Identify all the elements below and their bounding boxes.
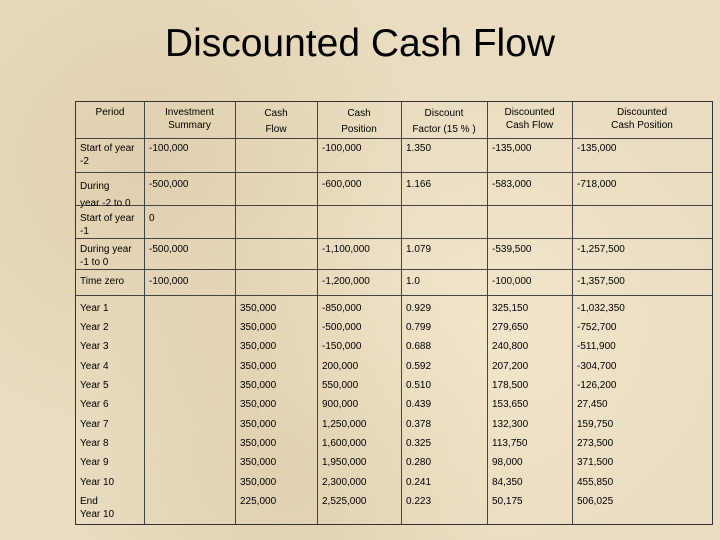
period-cell: Year 9 bbox=[80, 457, 109, 468]
period-cell bbox=[80, 495, 114, 521]
row-divider bbox=[76, 205, 712, 206]
header-line: Position bbox=[341, 124, 377, 135]
discounted-cash-flow-cell: 279,650 bbox=[492, 322, 529, 333]
discount-factor-cell: 0.378 bbox=[406, 419, 432, 430]
header-cash-flow bbox=[235, 106, 317, 138]
cash-position-cell: -600,000 bbox=[322, 179, 362, 190]
cash-position-cell: -500,000 bbox=[322, 322, 362, 333]
cash-flow-cell: 350,000 bbox=[240, 477, 277, 488]
investment-cell: 0 bbox=[149, 213, 155, 224]
cash-position-cell: 200,000 bbox=[322, 361, 359, 372]
investment-cell: -500,000 bbox=[149, 244, 189, 255]
header-line: Discounted bbox=[616, 107, 668, 118]
period-line: -1 bbox=[80, 226, 89, 237]
period-cell: Year 2 bbox=[80, 322, 109, 333]
period-cell: Year 4 bbox=[80, 361, 109, 372]
column-divider bbox=[144, 102, 145, 524]
cash-flow-cell: 350,000 bbox=[240, 341, 277, 352]
discounted-cash-flow-cell: 50,175 bbox=[492, 496, 523, 507]
discounted-cash-flow-cell: -135,000 bbox=[492, 143, 532, 154]
discount-factor-cell: 1.079 bbox=[406, 244, 432, 255]
cash-position-cell: 2,525,000 bbox=[322, 496, 367, 507]
cash-position-cell: 1,950,000 bbox=[322, 457, 367, 468]
discounted-cash-position-cell: -752,700 bbox=[577, 322, 617, 333]
period-line: Start of year bbox=[80, 213, 135, 224]
period-cell: Year 5 bbox=[80, 380, 109, 391]
cash-position-cell: 550,000 bbox=[322, 380, 359, 391]
period-line: -2 bbox=[80, 156, 89, 167]
period-cell: Year 1 bbox=[80, 303, 109, 314]
column-divider bbox=[487, 102, 488, 524]
discounted-cash-position-cell: 506,025 bbox=[577, 496, 614, 507]
discounted-cash-position-cell: -1,357,500 bbox=[577, 276, 625, 287]
discount-factor-cell: 1.166 bbox=[406, 179, 432, 190]
discount-factor-cell: 0.241 bbox=[406, 477, 432, 488]
discounted-cash-flow-cell: 325,150 bbox=[492, 303, 529, 314]
period-cell bbox=[80, 243, 132, 269]
cash-flow-cell: 350,000 bbox=[240, 361, 277, 372]
period-line: Start of year bbox=[80, 143, 135, 154]
discount-factor-cell: 0.223 bbox=[406, 496, 432, 507]
period-cell: Year 6 bbox=[80, 399, 109, 410]
discount-factor-cell: 0.439 bbox=[406, 399, 432, 410]
discounted-cash-flow-cell: 98,000 bbox=[492, 457, 523, 468]
cash-position-cell: 1,250,000 bbox=[322, 419, 367, 430]
header-line: Factor (15 % ) bbox=[412, 124, 476, 135]
discounted-cash-flow-cell: -100,000 bbox=[492, 276, 532, 287]
investment-cell: -100,000 bbox=[149, 276, 189, 287]
row-divider bbox=[76, 269, 712, 270]
cash-position-cell: -150,000 bbox=[322, 341, 362, 352]
header-investment-summary bbox=[144, 106, 235, 132]
header-line: Cash Flow bbox=[505, 120, 554, 131]
period-line: Year 10 bbox=[80, 509, 115, 520]
column-divider bbox=[235, 102, 236, 524]
discounted-cash-position-cell: -511,900 bbox=[577, 341, 616, 352]
discounted-cash-position-cell: -304,700 bbox=[577, 361, 617, 372]
discounted-cash-position-cell: -126,200 bbox=[577, 380, 617, 391]
cash-position-cell: -1,200,000 bbox=[322, 276, 370, 287]
cash-flow-cell: 350,000 bbox=[240, 457, 277, 468]
discounted-cash-position-cell: 27,450 bbox=[577, 399, 608, 410]
period-cell bbox=[80, 178, 131, 212]
cash-position-cell: 2,300,000 bbox=[322, 477, 367, 488]
period-cell: Year 8 bbox=[80, 438, 109, 449]
row-divider bbox=[76, 295, 712, 296]
cash-position-cell: -100,000 bbox=[322, 143, 362, 154]
discounted-cash-flow-cell: 178,500 bbox=[492, 380, 529, 391]
discount-factor-cell: 0.325 bbox=[406, 438, 432, 449]
discount-factor-cell: 1.350 bbox=[406, 143, 432, 154]
row-divider bbox=[76, 172, 712, 173]
cash-flow-cell: 350,000 bbox=[240, 322, 277, 333]
row-divider bbox=[76, 138, 712, 139]
cash-flow-cell: 350,000 bbox=[240, 419, 277, 430]
investment-cell: -500,000 bbox=[149, 179, 189, 190]
discounted-cash-position-cell: 159,750 bbox=[577, 419, 614, 430]
discounted-cash-position-cell: -1,257,500 bbox=[577, 244, 625, 255]
discount-factor-cell: 0.929 bbox=[406, 303, 432, 314]
page-title: Discounted Cash Flow bbox=[164, 22, 556, 65]
period-line: year -2 to 0 bbox=[80, 198, 131, 209]
cash-flow-cell: 225,000 bbox=[240, 496, 277, 507]
period-cell: Year 10 bbox=[80, 477, 115, 488]
period-line: During year bbox=[80, 244, 132, 255]
cash-position-cell: -1,100,000 bbox=[322, 244, 370, 255]
header-line: Discount bbox=[424, 108, 464, 119]
header-discounted-cash-flow bbox=[487, 106, 572, 132]
cash-flow-cell: 350,000 bbox=[240, 303, 277, 314]
discount-factor-cell: 1.0 bbox=[406, 276, 420, 287]
header-cash-position bbox=[317, 106, 401, 138]
cash-position-cell: 1,600,000 bbox=[322, 438, 367, 449]
period-cell bbox=[80, 142, 134, 168]
discount-factor-cell: 0.510 bbox=[406, 380, 432, 391]
discounted-cash-position-cell: -718,000 bbox=[577, 179, 617, 190]
header-line: Summary bbox=[168, 120, 211, 131]
discounted-cash-position-cell: -135,000 bbox=[577, 143, 617, 154]
period-cell: Time zero bbox=[80, 276, 125, 287]
discount-factor-cell: 0.688 bbox=[406, 341, 432, 352]
investment-cell: -100,000 bbox=[149, 143, 189, 154]
discounted-cash-flow-cell: 207,200 bbox=[492, 361, 529, 372]
discounted-cash-position-cell: -1,032,350 bbox=[577, 303, 625, 314]
header-line: Cash bbox=[264, 108, 288, 119]
discount-factor-cell: 0.592 bbox=[406, 361, 432, 372]
header-line: Flow bbox=[265, 124, 287, 135]
row-divider bbox=[76, 238, 712, 239]
header-line: Discounted bbox=[504, 107, 555, 118]
discounted-cash-flow-cell: 113,750 bbox=[492, 438, 528, 449]
discounted-cash-position-cell: 273,500 bbox=[577, 438, 614, 449]
period-line: During bbox=[80, 181, 110, 192]
cash-flow-cell: 350,000 bbox=[240, 399, 277, 410]
column-divider bbox=[401, 102, 402, 524]
header-discounted-cash-position bbox=[572, 106, 712, 132]
discounted-cash-flow-cell: 153,650 bbox=[492, 399, 529, 410]
column-divider bbox=[317, 102, 318, 524]
discounted-cash-flow-cell: -539,500 bbox=[492, 244, 532, 255]
discount-factor-cell: 0.799 bbox=[406, 322, 432, 333]
discounted-cash-flow-cell: 132,300 bbox=[492, 419, 529, 430]
cash-flow-cell: 350,000 bbox=[240, 438, 277, 449]
header-period: Period bbox=[95, 107, 125, 118]
period-line: -1 to 0 bbox=[80, 257, 109, 268]
header-line: Investment bbox=[165, 107, 214, 118]
period-cell bbox=[80, 212, 134, 238]
discounted-cash-flow-cell: 240,800 bbox=[492, 341, 529, 352]
period-line: End bbox=[80, 496, 98, 507]
column-divider bbox=[572, 102, 573, 524]
period-cell: Year 7 bbox=[80, 419, 109, 430]
header-line: Cash bbox=[347, 108, 371, 119]
cash-position-cell: -850,000 bbox=[322, 303, 362, 314]
header-line: Cash Position bbox=[611, 120, 673, 131]
discounted-cash-position-cell: 371,500 bbox=[577, 457, 614, 468]
discounted-cash-flow-cell: -583,000 bbox=[492, 179, 532, 190]
cash-position-cell: 900,000 bbox=[322, 399, 359, 410]
header-discount-factor bbox=[401, 106, 487, 138]
discount-factor-cell: 0.280 bbox=[406, 457, 432, 468]
period-cell: Year 3 bbox=[80, 341, 109, 352]
discounted-cash-flow-cell: 84,350 bbox=[492, 477, 523, 488]
cash-flow-cell: 350,000 bbox=[240, 380, 277, 391]
discounted-cash-position-cell: 455,850 bbox=[577, 477, 614, 488]
cash-flow-table bbox=[75, 101, 713, 525]
